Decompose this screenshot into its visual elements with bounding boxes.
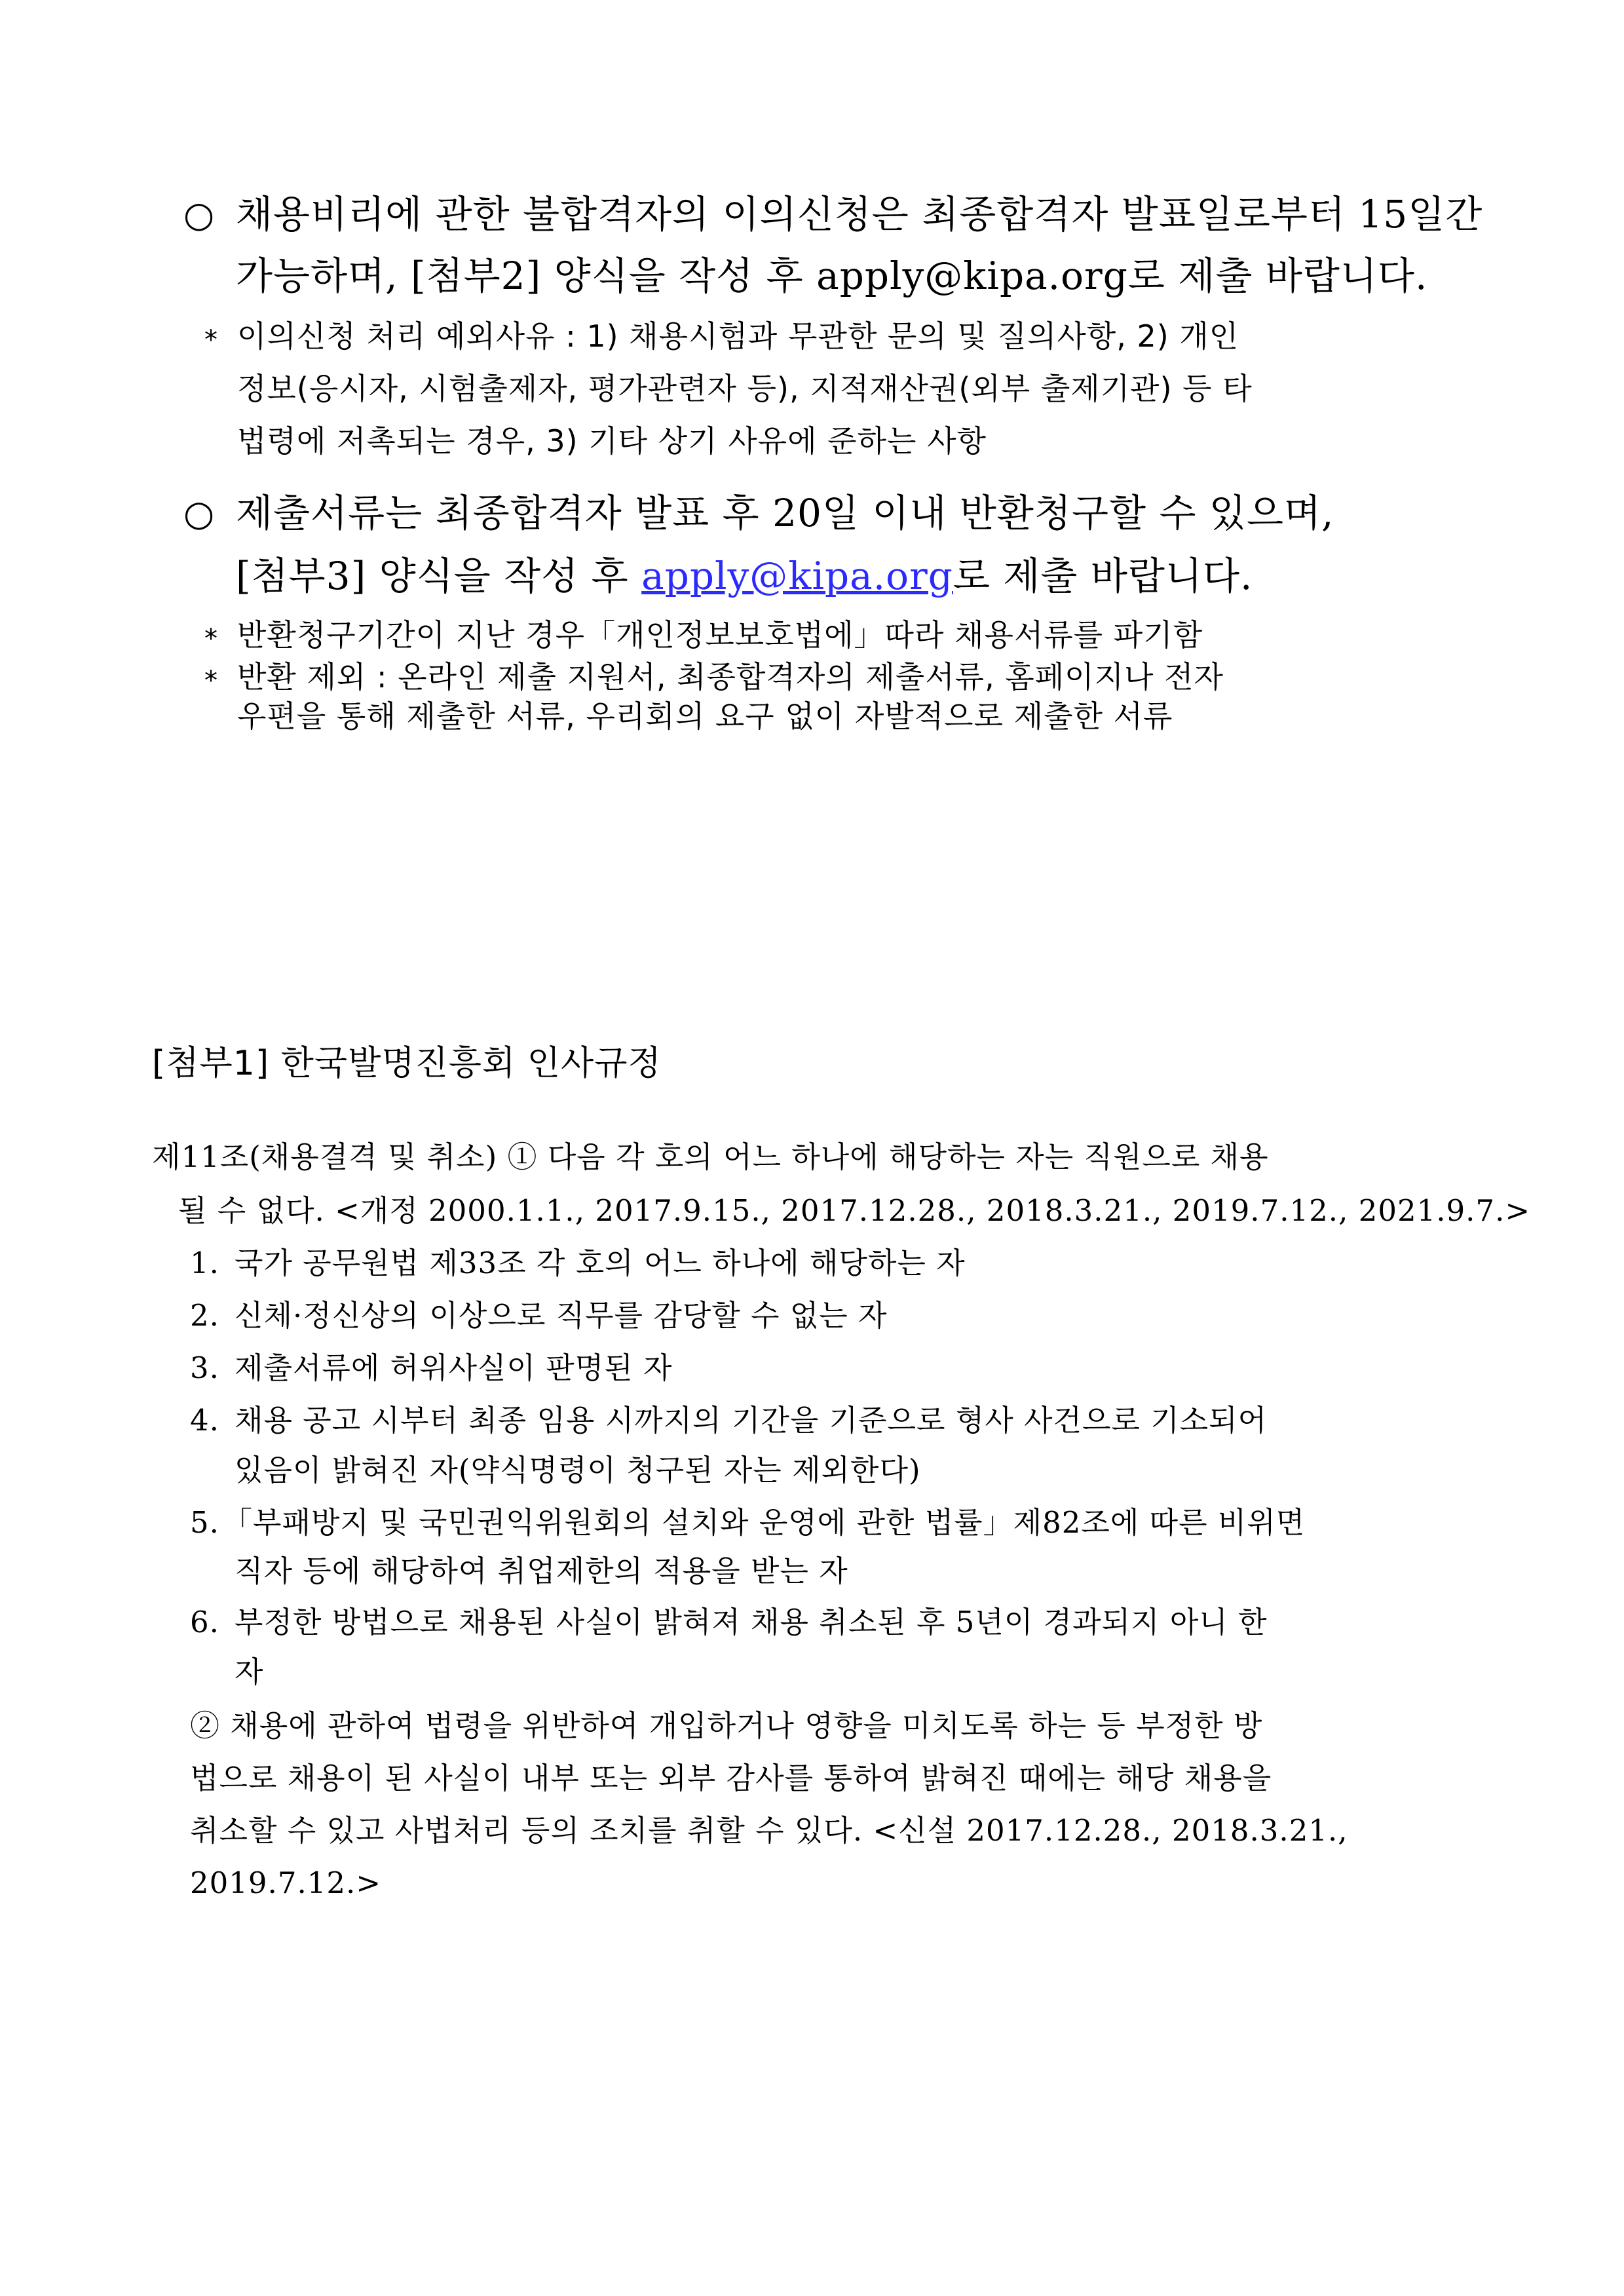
note-marker: * [204, 624, 217, 654]
item-text: 제출서류에 허위사실이 판명된 자 [235, 1350, 673, 1385]
return-line-2-prefix: [첨부3] 양식을 작성 후 [236, 554, 642, 598]
email-link[interactable]: apply@kipa.org [641, 554, 953, 598]
item-text: 채용 공고 시부터 최종 임용 시까지의 기간을 기준으로 형사 사건으로 기소되어 [235, 1403, 1268, 1438]
objection-note-line-3: 법령에 저촉되는 경우, 3) 기타 상기 사유에 준하는 사항 [237, 423, 987, 459]
objection-note-line-2: 정보(응시자, 시험출제자, 평가관련자 등), 지적재산권(외부 출제기관) 등 타 [237, 371, 1253, 406]
objection-line-1: 채용비리에 관한 불합격자의 이의신청은 최종합격자 발표일로부터 15일간 [236, 192, 1483, 237]
item-text-continued: 있음이 밝혀진 자(약식명령이 청구된 자는 제외한다) [235, 1453, 921, 1487]
return-line-1: 제출서류는 최종합격자 발표 후 20일 이내 반환청구할 수 있으며, [236, 491, 1334, 535]
paragraph-2-line-3: 취소할 수 있고 사법처리 등의 조치를 취할 수 있다. <신설 2017.12.28., 2018.3.21., [190, 1813, 1348, 1848]
return-note-2-line-1: 반환 제외 : 온라인 제출 지원서, 최종합격자의 제출서류, 홈페이지나 전자 [237, 659, 1224, 695]
paragraph-2-line-1: ② 채용에 관하여 법령을 위반하여 개입하거나 영향을 미치도록 하는 등 부정한 방 [190, 1708, 1263, 1743]
paragraph-2-line-4: 2019.7.12.> [190, 1866, 382, 1900]
objection-line-2: 가능하며, [첨부2] 양식을 작성 후 apply@kipa.org로 제출 바랍니다. [236, 254, 1428, 298]
item-text: 국가 공무원법 제33조 각 호의 어느 하나에 해당하는 자 [235, 1246, 966, 1280]
article-11-line-1: 제11조(채용결격 및 취소) ① 다음 각 호의 어느 하나에 해당하는 자는 직원으로 채용 [152, 1139, 1269, 1174]
item-number: 2. [190, 1298, 219, 1333]
item-text: 「부패방지 및 국민권익위원회의 설치와 운영에 관한 법률」제82조에 따른 비위면 [223, 1505, 1306, 1540]
item-text: 부정한 방법으로 채용된 사실이 밝혀져 채용 취소된 후 5년이 경과되지 아니 한 [235, 1605, 1268, 1639]
circle-bullet: ○ [183, 493, 215, 534]
attachment-heading: [첨부1] 한국발명진흥회 인사규정 [152, 1044, 662, 1083]
circle-bullet: ○ [183, 194, 215, 235]
item-text-continued: 직자 등에 해당하여 취업제한의 적용을 받는 자 [235, 1554, 848, 1588]
return-note-2-line-2: 우편을 통해 제출한 서류, 우리회의 요구 없이 자발적으로 제출한 서류 [237, 698, 1173, 734]
return-note-1: 반환청구기간이 지난 경우「개인정보보호법에」따라 채용서류를 파기함 [237, 617, 1203, 653]
paragraph-2-line-2: 법으로 채용이 된 사실이 내부 또는 외부 감사를 통하여 밝혀진 때에는 해당 채용을 [190, 1761, 1272, 1795]
note-marker: * [204, 666, 217, 696]
item-number: 4. [190, 1403, 219, 1438]
return-line-2 [236, 550, 1253, 602]
return-line-2-suffix: 로 제출 바랍니다. [953, 554, 1253, 598]
article-11-line-2: 될 수 없다. <개정 2000.1.1., 2017.9.15., 2017.12.28., 2018.3.21., 2019.7.12., 2021.9.7.> [178, 1193, 1531, 1228]
item-text: 신체·정신상의 이상으로 직무를 감당할 수 없는 자 [235, 1298, 888, 1333]
item-number: 3. [190, 1350, 219, 1385]
note-marker: * [204, 325, 217, 355]
item-number: 6. [190, 1605, 219, 1639]
objection-note-line-1: 이의신청 처리 예외사유 : 1) 채용시험과 무관한 문의 및 질의사항, 2) 개인 [237, 318, 1239, 354]
item-text-continued: 자 [235, 1655, 264, 1689]
item-number: 1. [190, 1246, 219, 1280]
item-number: 5. [190, 1505, 219, 1540]
